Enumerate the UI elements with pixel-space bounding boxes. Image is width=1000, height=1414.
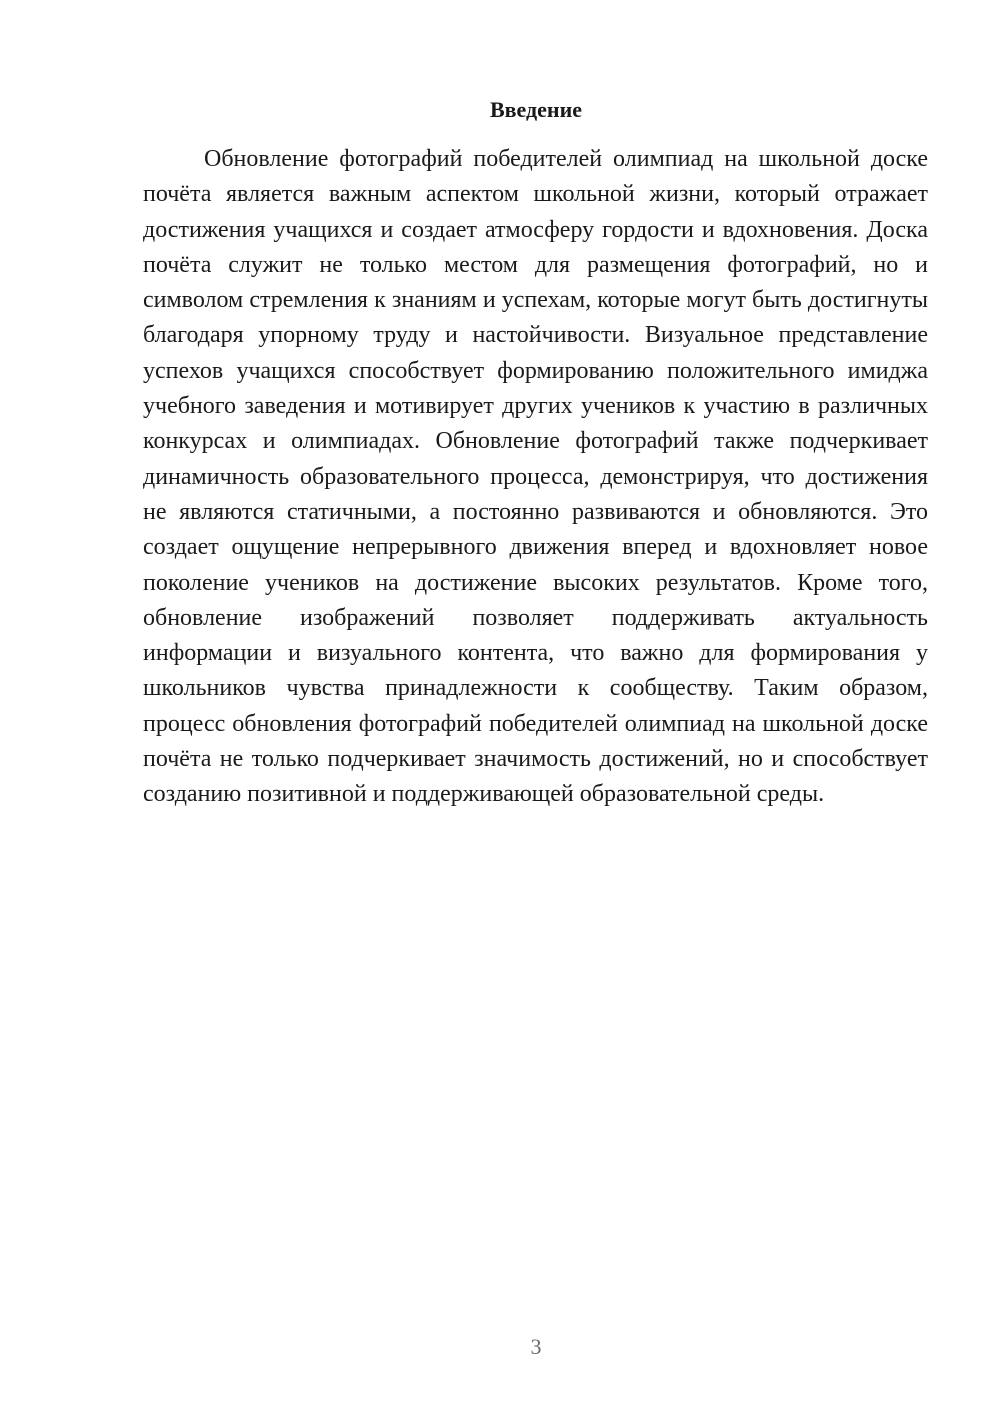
body-paragraph: Обновление фотографий победителей олимпиад на школьной доске почёта является важным аспектом школьной жизни, который отражает достижения учащихся и создает атмосферу гордости и вдохновения. Доска почёта служит не только местом для размещения фотографий, но и символом стремления к знаниям и успехам, которые могут быть достигнуты благодаря упорному труду и настойчивости. Визуальное представление успехов учащихся способствует формированию положительного имиджа учебного заведения и мотивирует других учеников к участию в различных конкурсах и олимпиадах. Обновление фотографий также подчеркивает динамичность образовательного процесса, демонстрируя, что достижения не являются статичными, а постоянно развиваются и обновляются. Это создает ощущение непрерывного движения вперед и вдохновляет новое поколение учеников на достижение высоких результатов. Кроме того, обновление изображений позволяет поддерживать актуальность информации и визуального контента, что важно для формирования у школьников чувства принадлежности к сообществу. Таким образом, процесс обновления фотографий победителей олимпиад на школьной доске почёта не только подчеркивает значимость достижений, но и способствует созданию позитивной и поддерживающей образовательной среды. [143,146,928,808]
page-number: 3 [530,1334,542,1359]
section-heading: Введение [489,97,583,122]
